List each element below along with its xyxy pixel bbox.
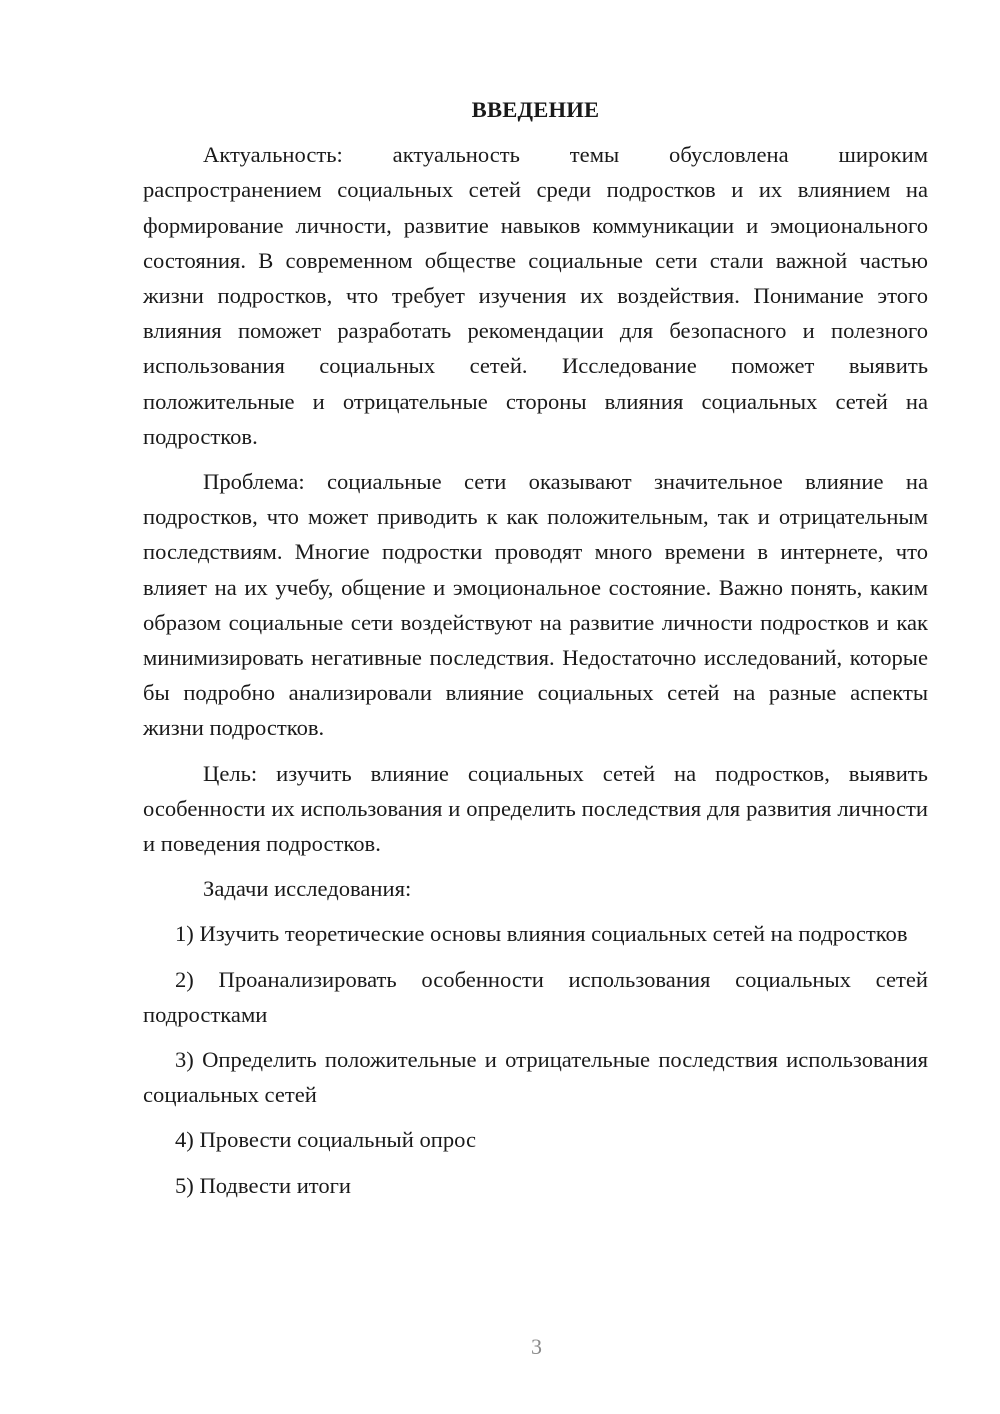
tasks-list xyxy=(143,916,928,1202)
paragraph-problem: Проблема: социальные сети оказывают значительное влияние на подростков, что может приводить к как положительным, так и отрицательным последствиям. Многие подростки проводят много времени в интернете, что влияет на их учебу, общение и эмоциональное состояние. Важно понять, каким образом социальные сети воздействуют на развитие личности подростков и как минимизировать негативные последствия. Недостаточно исследований, которые бы подробно анализировали влияние социальных сетей на разные аспекты жизни подростков. xyxy=(143,469,928,741)
task-item: 4) Провести социальный опрос xyxy=(175,1127,477,1153)
task-item: 1) Изучить теоретические основы влияния социальных сетей на подростков xyxy=(175,921,908,947)
task-item: 5) Подвести итоги xyxy=(175,1172,352,1198)
task-item: 3) Определить положительные и отрицательные последствия использования социальных сетей xyxy=(143,1047,928,1108)
paragraph-goal: Цель: изучить влияние социальных сетей на подростков, выявить особенности их использования и определить последствия для развития личности и поведения подростков. xyxy=(143,760,928,857)
tasks-heading: Задачи исследования: xyxy=(203,876,412,902)
task-item: 2) Проанализировать особенности использования социальных сетей подростками xyxy=(143,966,928,1027)
page-number: 3 xyxy=(531,1334,542,1359)
paragraph-relevance: Актуальность: актуальность темы обусловлена широким распространением социальных сетей среди подростков и их влиянием на формирование личности, развитие навыков коммуникации и эмоционального состояния. В современном обществе социальные сети стали важной частью жизни подростков, что требует изучения их воздействия. Понимание этого влияния поможет разработать рекомендации для безопасного и полезного использования социальных сетей. Исследование поможет выявить положительные и отрицательные стороны влияния социальных сетей на подростков. xyxy=(143,142,928,449)
page-content xyxy=(143,92,928,1203)
section-title: ВВЕДЕНИЕ xyxy=(471,97,600,122)
